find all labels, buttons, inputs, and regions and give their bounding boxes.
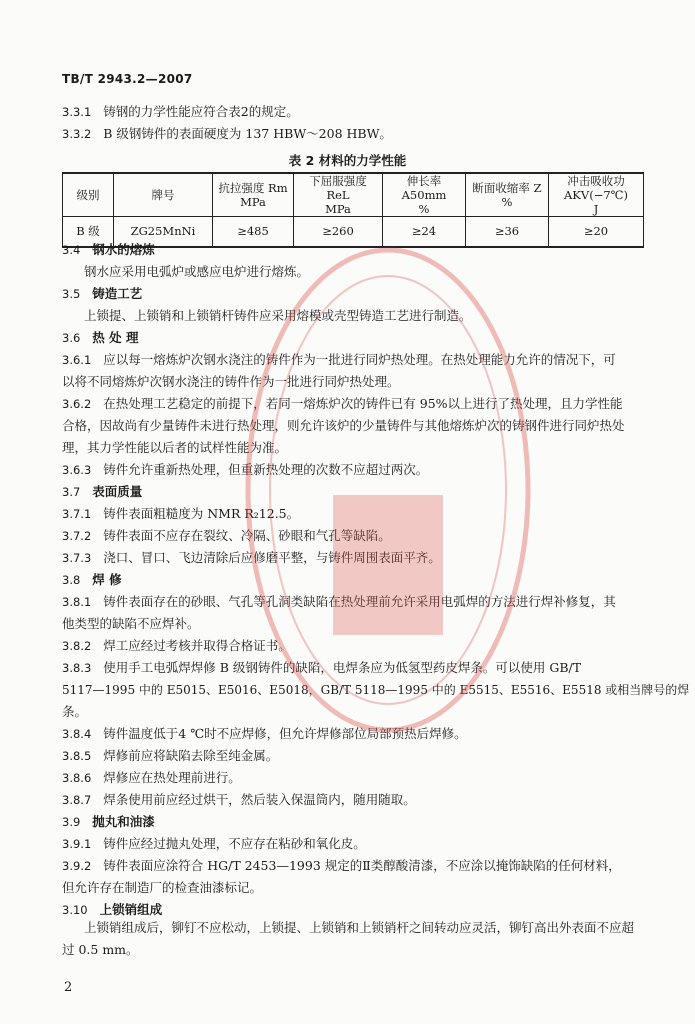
clause-3-6-2-cont2: 理，其力学性能以后者的试样性能为准。 [62,440,288,455]
clause-3-3-1: 3.3.1 铸钢的力学性能应符合表2的规定。 [62,104,299,119]
header-impact: 冲击吸收功 AKV(−7℃) J [549,173,644,217]
clause-3-8-4: 3.8.4 铸件温度低于4 ℃时不应焊修，但允许焊修部位局部预热后焊修。 [62,726,467,741]
clause-3-9-2-cont: 但允许存在制造厂的检查油漆标记。 [62,880,263,895]
header-tensile: 抗拉强度 Rm MPa [213,173,294,217]
cell-tensile: ≥485 [213,217,294,247]
heading-3-9: 3.9 抛丸和油漆 [62,814,155,829]
page-number: 2 [64,980,73,995]
cell-impact: ≥20 [549,217,644,247]
clause-3-8-3-cont: 5117—1995 中的 E5015、E5016、E5018，GB/T 5118—1995 中的 E5515、E5516、E5518 或相当牌号的焊 [62,683,690,697]
clause-3-8-3: 3.8.3 使用手工电弧焊焊修 B 级钢铸件的缺陷，电焊条应为低氢型药皮焊条。可以使用 GB/T [62,660,582,675]
header-elongation: 伸长率 A50mm % [383,173,466,217]
clause-3-8-6: 3.8.6 焊修应在热处理前进行。 [62,770,241,785]
clause-3-8-2: 3.8.2 焊工应经过考核并取得合格证书。 [62,638,291,653]
cell-yield: ≥260 [294,217,383,247]
clause-3-7-3: 3.7.3 浇口、冒口、飞边清除后应修磨平整，与铸件周围表面平齐。 [62,550,441,565]
standard-number-header: TB/T 2943.2—2007 [62,72,193,86]
cell-reduction: ≥36 [466,217,549,247]
heading-3-7: 3.7 表面质量 [62,484,143,499]
clause-3-9-2: 3.9.2 铸件表面应涂符合 HG/T 2453—1993 规定的Ⅱ类醇酸清漆，不应涂以掩饰缺陷的任何材料， [62,858,621,873]
table-header-row [63,173,644,217]
clause-3-6-1: 3.6.1 应以每一熔炼炉次钢水浇注的铸件作为一批进行同炉热处理。在热处理能力允许的情况下，可 [62,352,616,367]
header-grade: 级别 [63,173,114,217]
header-yield: 下屈服强度 ReL MPa [294,173,383,217]
para-3-4: 钢水应采用电弧炉或感应电炉进行熔炼。 [84,264,310,279]
clause-3-8-1: 3.8.1 铸件表面存在的砂眼、气孔等孔洞类缺陷在热处理前允许采用电弧焊的方法进行焊补修复，其 [62,594,616,609]
clause-3-8-5: 3.8.5 焊修前应将缺陷去除至纯金属。 [62,748,279,763]
header-reduction: 断面收缩率 Z % [466,173,549,217]
cell-elongation: ≥24 [383,217,466,247]
clause-3-3-2: 3.3.2 B 级钢铸件的表面硬度为 137 HBW～208 HBW。 [62,126,392,141]
heading-3-10: 3.10 上锁销组成 [62,902,163,917]
para-3-10-cont: 过 0.5 mm。 [62,942,139,957]
header-brand: 牌号 [114,173,213,217]
clause-3-8-1-cont: 他类型的缺陷不应焊补。 [62,616,200,631]
clause-3-6-3: 3.6.3 铸件允许重新热处理，但重新热处理的次数不应超过两次。 [62,462,429,477]
heading-3-5: 3.5 铸造工艺 [62,286,143,301]
clause-3-6-2-cont: 合格，因故尚有少量铸件未进行热处理，则允许该炉的少量铸件与其他熔炼炉次的铸钢件进行同炉热处 [62,418,625,433]
cell-brand: ZG25MnNi [114,217,213,247]
clause-3-8-7: 3.8.7 焊条使用前应经过烘干，然后装入保温筒内，随用随取。 [62,792,416,807]
cell-grade: B 级 [63,217,114,247]
heading-3-6: 3.6 热 处 理 [62,330,139,345]
clause-3-6-2: 3.6.2 在热处理工艺稳定的前提下，若同一熔炼炉次的铸件已有 95%以上进行了热处理，且力学性能 [62,396,623,411]
mechanical-properties-table [62,172,644,248]
clause-3-7-1: 3.7.1 铸件表面粗糙度为 NMR R₂12.5。 [62,506,300,521]
clause-3-8-3-cont2: 条。 [62,704,88,719]
clause-3-7-2: 3.7.2 铸件表面不应存在裂纹、冷隔、砂眼和气孔等缺陷。 [62,528,391,543]
table-caption: 表 2 材料的力学性能 [288,153,407,168]
para-3-10: 上锁销组成后，铆钉不应松动，上锁提、上锁销和上锁销杆之间转动应灵活，铆钉高出外表面不应超 [84,920,635,935]
para-3-5: 上锁提、上锁销和上锁销杆铸件应采用熔模或壳型铸造工艺进行制造。 [84,308,472,323]
clause-3-6-1-cont: 以将不同熔炼炉次钢水浇注的铸件作为一批进行同炉热处理。 [62,374,400,389]
clause-3-9-1: 3.9.1 铸件应经过抛丸处理，不应存在粘砂和氧化皮。 [62,836,366,851]
heading-3-4: 3.4 钢水的熔炼 [62,242,155,257]
heading-3-8: 3.8 焊 修 [62,572,122,587]
